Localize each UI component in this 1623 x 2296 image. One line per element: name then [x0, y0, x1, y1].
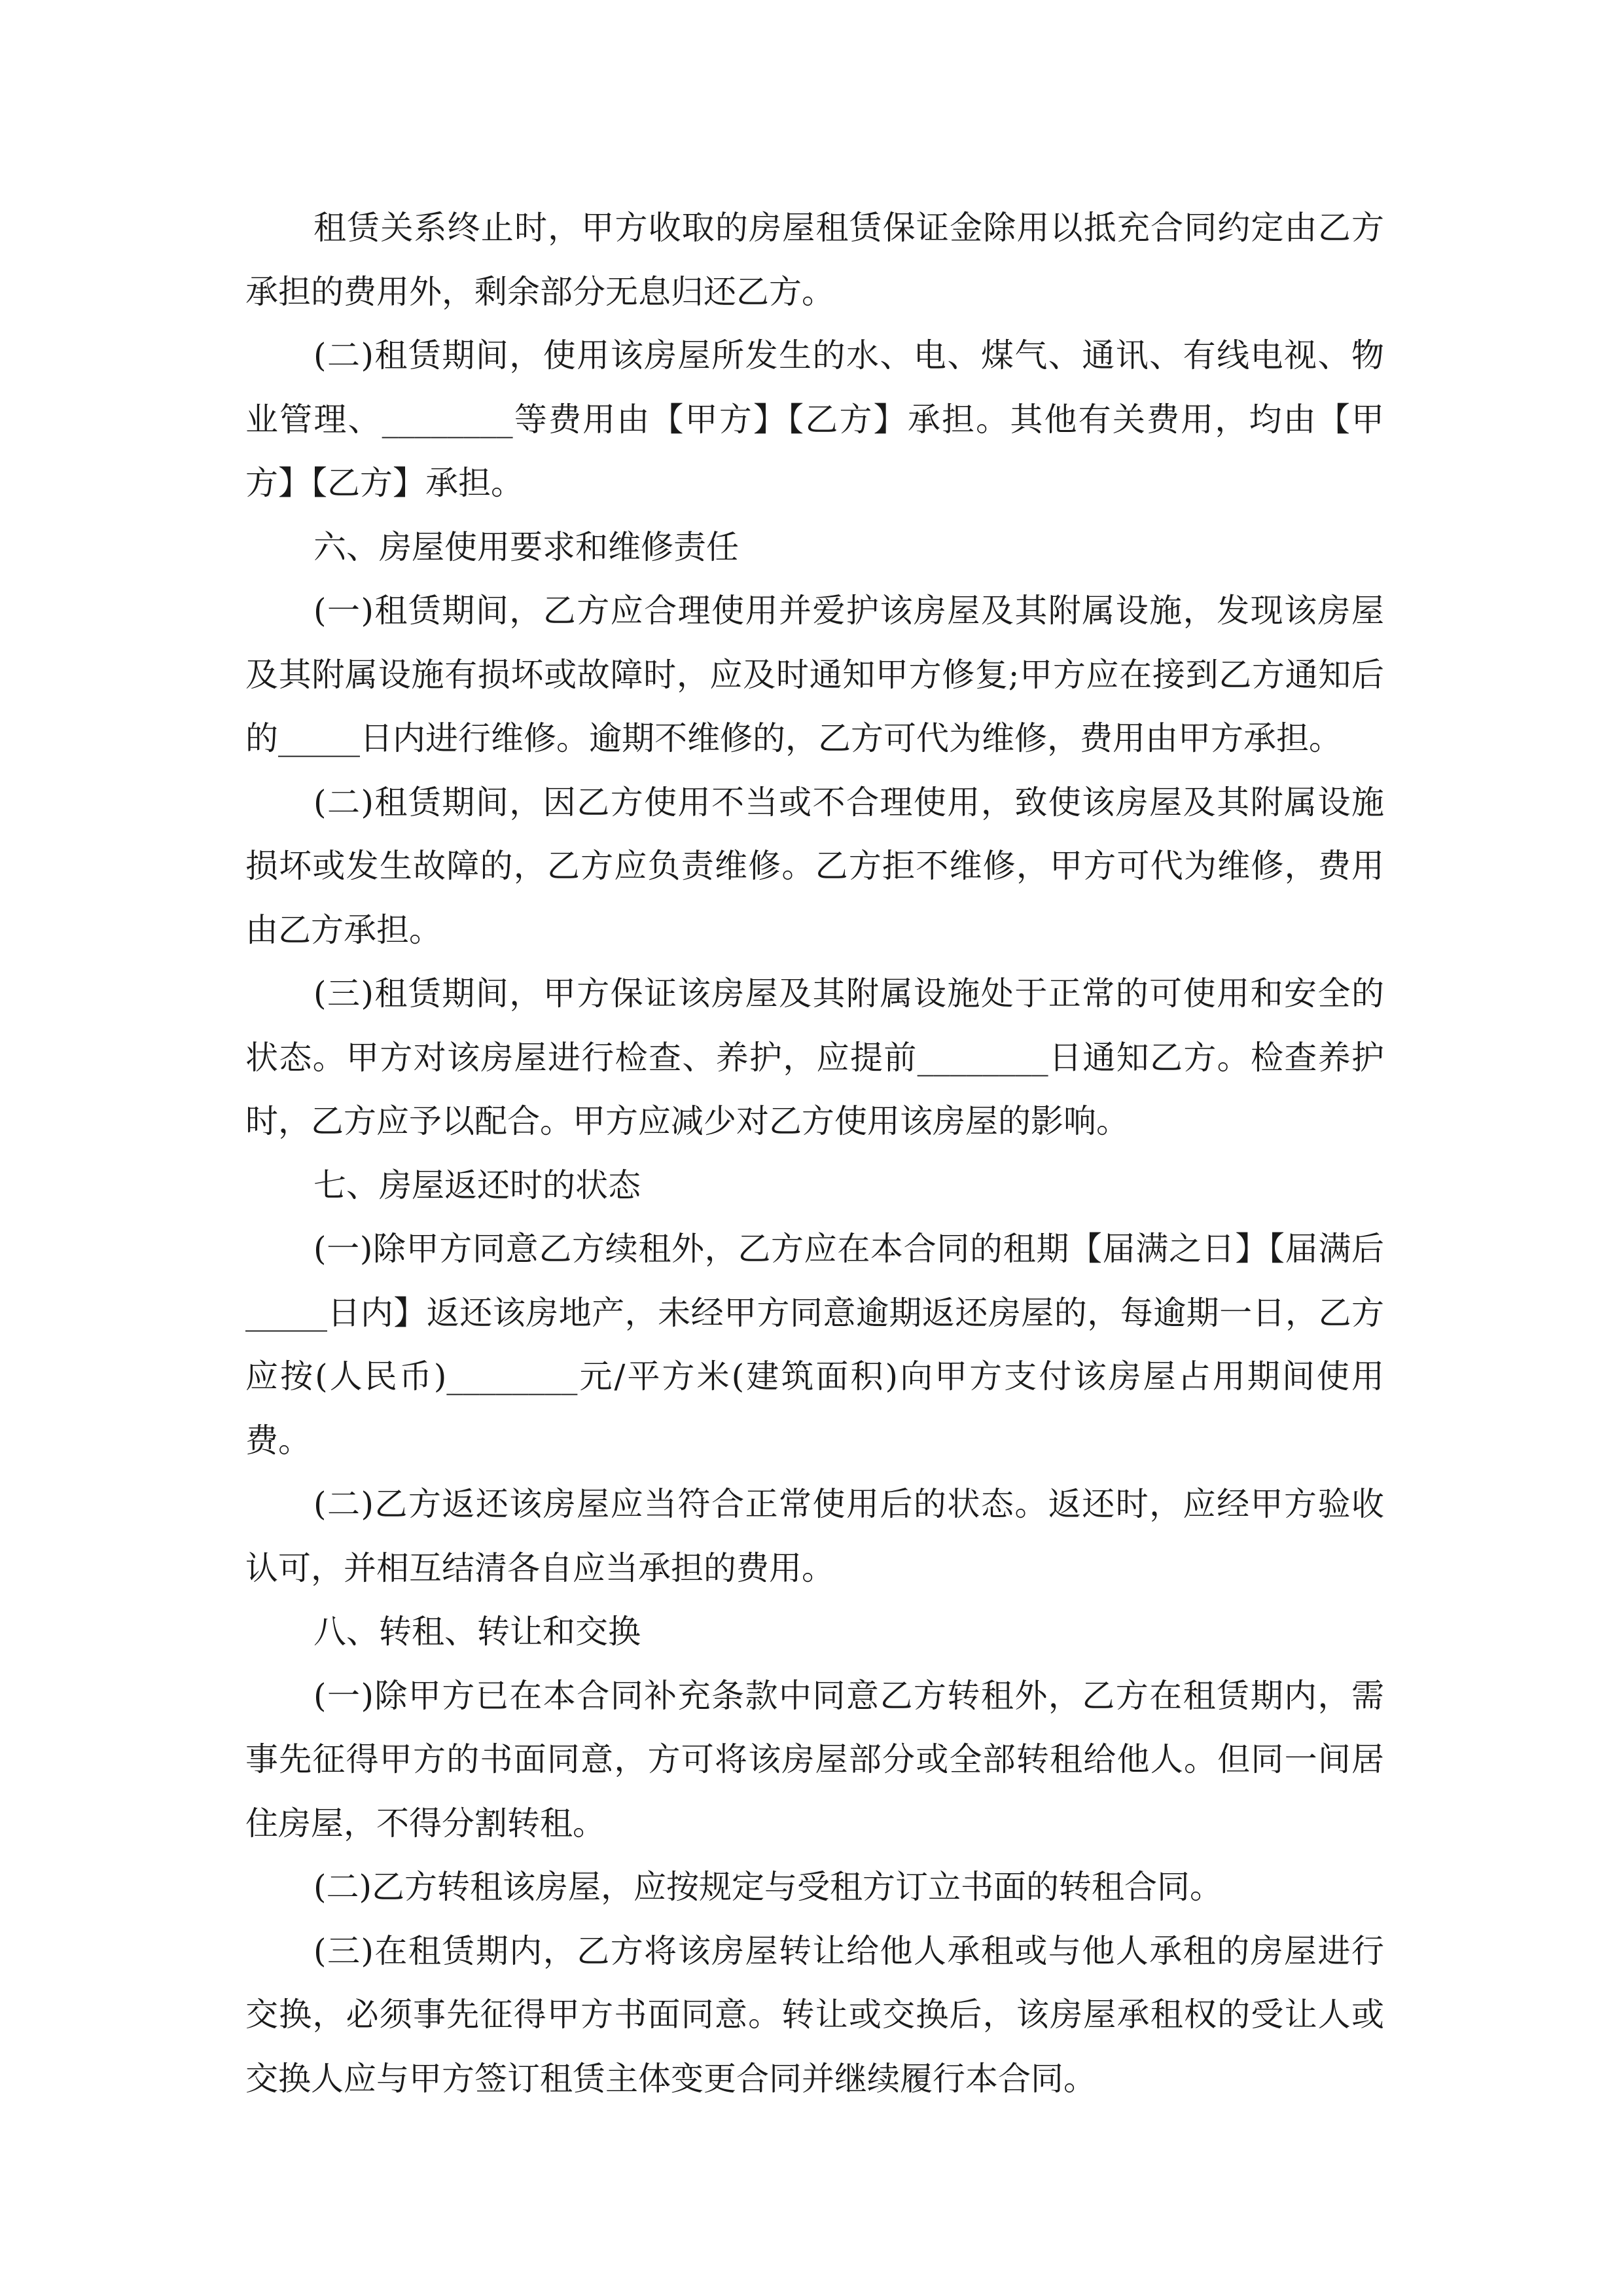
paragraph-8-1: (一)除甲方已在本合同补充条款中同意乙方转租外，乙方在租赁期内，需事先征得甲方的书面同意，方可将该房屋部分或全部转租给他人。但同一间居住房屋，不得分割转租。: [245, 1676, 1384, 1842]
paragraph-7-2: (二)乙方返还该房屋应当符合正常使用后的状态。返还时，应经甲方验收认可，并相互结清各自应当承担的费用。: [245, 1485, 1384, 1587]
paragraph-deposit-return: 租赁关系终止时，甲方收取的房屋租赁保证金除用以抵充合同约定由乙方承担的费用外，剩余部分无息归还乙方。: [245, 209, 1384, 311]
section-heading-8: 八、转租、转让和交换: [313, 1613, 641, 1651]
paragraph-6-3: (三)租赁期间，甲方保证该房屋及其附属设施处于正常的可使用和安全的状态。甲方对该房屋进行检查、养护，应提前________日通知乙方。检查养护时，乙方应予以配合。甲方应减少对乙方使用该房屋的影响。: [245, 975, 1384, 1140]
section-heading-6: 六、房屋使用要求和维修责任: [313, 528, 739, 566]
section-heading-7: 七、房屋返还时的状态: [313, 1166, 641, 1204]
paragraph-6-2: (二)租赁期间，因乙方使用不当或不合理使用，致使该房屋及其附属设施损坏或发生故障的，乙方应负责维修。乙方拒不维修，甲方可代为维修，费用由乙方承担。: [245, 783, 1384, 949]
paragraph-fees: (二)租赁期间，使用该房屋所发生的水、电、煤气、通讯、有线电视、物业管理、________等费用由【甲方】【乙方】承担。其他有关费用，均由【甲方】【乙方】承担。: [245, 336, 1384, 502]
paragraph-8-2: (二)乙方转租该房屋，应按规定与受租方订立书面的转租合同。: [313, 1868, 1223, 1906]
paragraph-6-1: (一)租赁期间，乙方应合理使用并爱护该房屋及其附属设施，发现该房屋及其附属设施有损坏或故障时，应及时通知甲方修复;甲方应在接到乙方通知后的_____日内进行维修。逾期不维修的，乙方可代为维修，费用由甲方承担。: [245, 592, 1384, 757]
paragraph-8-3: (三)在租赁期内，乙方将该房屋转让给他人承租或与他人承租的房屋进行交换，必须事先征得甲方书面同意。转让或交换后，该房屋承租权的受让人或交换人应与甲方签订租赁主体变更合同并继续履行本合同。: [245, 1931, 1384, 2098]
document-page: [245, 196, 1384, 2111]
paragraph-7-1: (一)除甲方同意乙方续租外，乙方应在本合同的租期【届满之日】【届满后_____日内】返还该房地产，未经甲方同意逾期返还房屋的，每逾期一日，乙方应按(人民币)________元/平方米(建筑面积)向甲方支付该房屋占用期间使用费。: [245, 1230, 1384, 1460]
